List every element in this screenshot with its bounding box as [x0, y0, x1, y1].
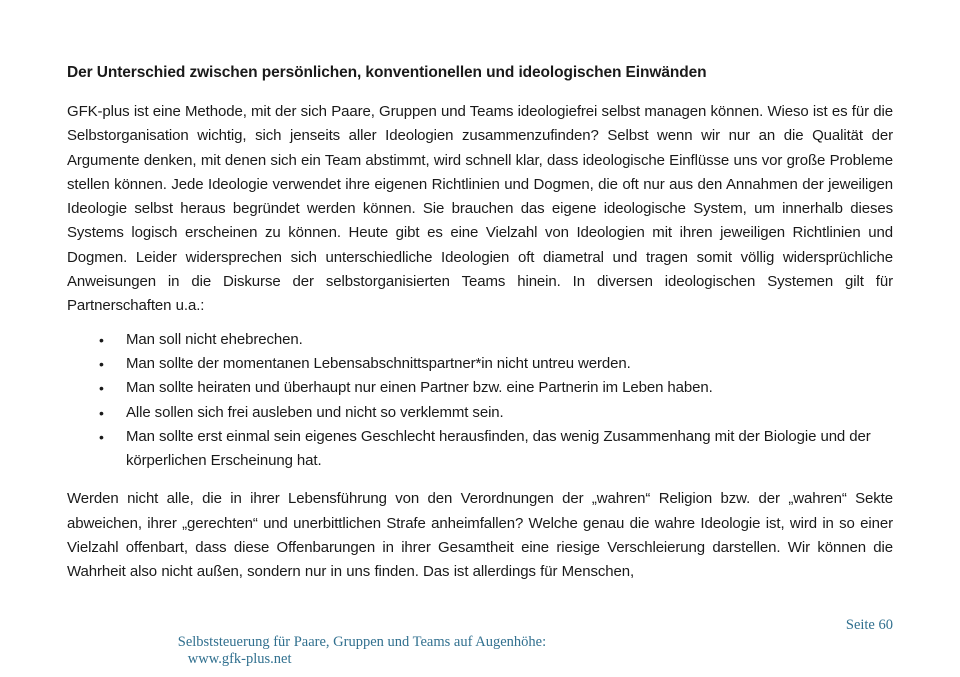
- list-item: [99, 376, 893, 400]
- paragraph-conclusion: Werden nicht alle, die in ihrer Lebensführung von den Verordnungen der „wahren“ Religion bzw. der „wahren“ Sekte abweichen, ihrer „gerechten“ und unerbittlichen Strafe anheimfallen? Welche genau die wahre Ideologie ist, wird in so einer Vielzahl offenbart, dass diese Offenbarungen in ihrer Gesamtheit eine riesige Verschleierung darstellen. Wir können die Wahrheit also nicht außen, sondern nur in uns finden. Das ist allerdings für Menschen,: [67, 490, 893, 581]
- bullet-icon: •: [99, 428, 104, 445]
- footer-tagline: [156, 617, 546, 677]
- list-item-text: Man sollte der momentanen Lebensabschnittspartner*in nicht untreu werden.: [126, 354, 631, 372]
- list-item-text: Man sollte heiraten und überhaupt nur einen Partner bzw. eine Partnerin im Leben haben.: [126, 379, 713, 397]
- page-number: Seite 60: [845, 617, 893, 633]
- paragraph-intro: GFK-plus ist eine Methode, mit der sich Paare, Gruppen und Teams ideologiefrei selbst managen können. Wieso ist es für die Selbstorganisation wichtig, sich jenseits aller Ideologien zusammenzufinden? Selbst wenn wir nur an die Qualität der Argumente denken, mit denen sich ein Team abstimmt, wird schnell klar, dass ideologische Einflüsse uns vor große Probleme stellen können. Jede Ideologie verwendet ihre eigenen Richtlinien und Dogmen, die oft nur aus den Annahmen der jeweiligen Ideologie selbst heraus begründet werden können. Sie brauchen das eigene ideologische System, um innerhalb dieses Systems logisch erscheinen zu können. Heute gibt es eine Vielzahl von Ideologien mit ihren jeweiligen Richtlinien und Dogmen. Leider widersprechen sich unterschiedliche Ideologien oft diametral und tragen somit völlig widersprüchliche Anweisungen in die Diskurse der selbstorganisierten Teams hinein. In diversen ideologischen Systemen gilt für Partnerschaften u.a.:: [67, 103, 893, 315]
- list-item: [99, 328, 893, 352]
- list-item-text: Alle sollen sich frei ausleben und nicht so verklemmt sein.: [126, 403, 504, 421]
- footer-tagline-text: Selbststeuerung für Paare, Gruppen und Teams auf Augenhöhe:: [177, 634, 547, 650]
- list-item-text: Man soll nicht ehebrechen.: [126, 330, 303, 348]
- list-item: [99, 352, 893, 376]
- list-item-text: Man sollte erst einmal sein eigenes Geschlecht herausfinden, das wenig Zusammenhang mit der Biologie und der körperlichen Erscheinung hat.: [126, 427, 871, 470]
- footer-website-link[interactable]: www.gfk-plus.net: [187, 651, 292, 667]
- page-title: Der Unterschied zwischen persönlichen, konventionellen und ideologischen Einwänden: [67, 64, 707, 81]
- bullet-icon: •: [99, 355, 104, 372]
- bullet-icon: •: [99, 331, 104, 348]
- bullet-icon: •: [99, 380, 104, 397]
- bullet-list: [67, 328, 893, 474]
- page-footer: [0, 617, 960, 677]
- list-item: [99, 425, 893, 474]
- list-item: [99, 401, 893, 425]
- bullet-icon: •: [99, 404, 104, 421]
